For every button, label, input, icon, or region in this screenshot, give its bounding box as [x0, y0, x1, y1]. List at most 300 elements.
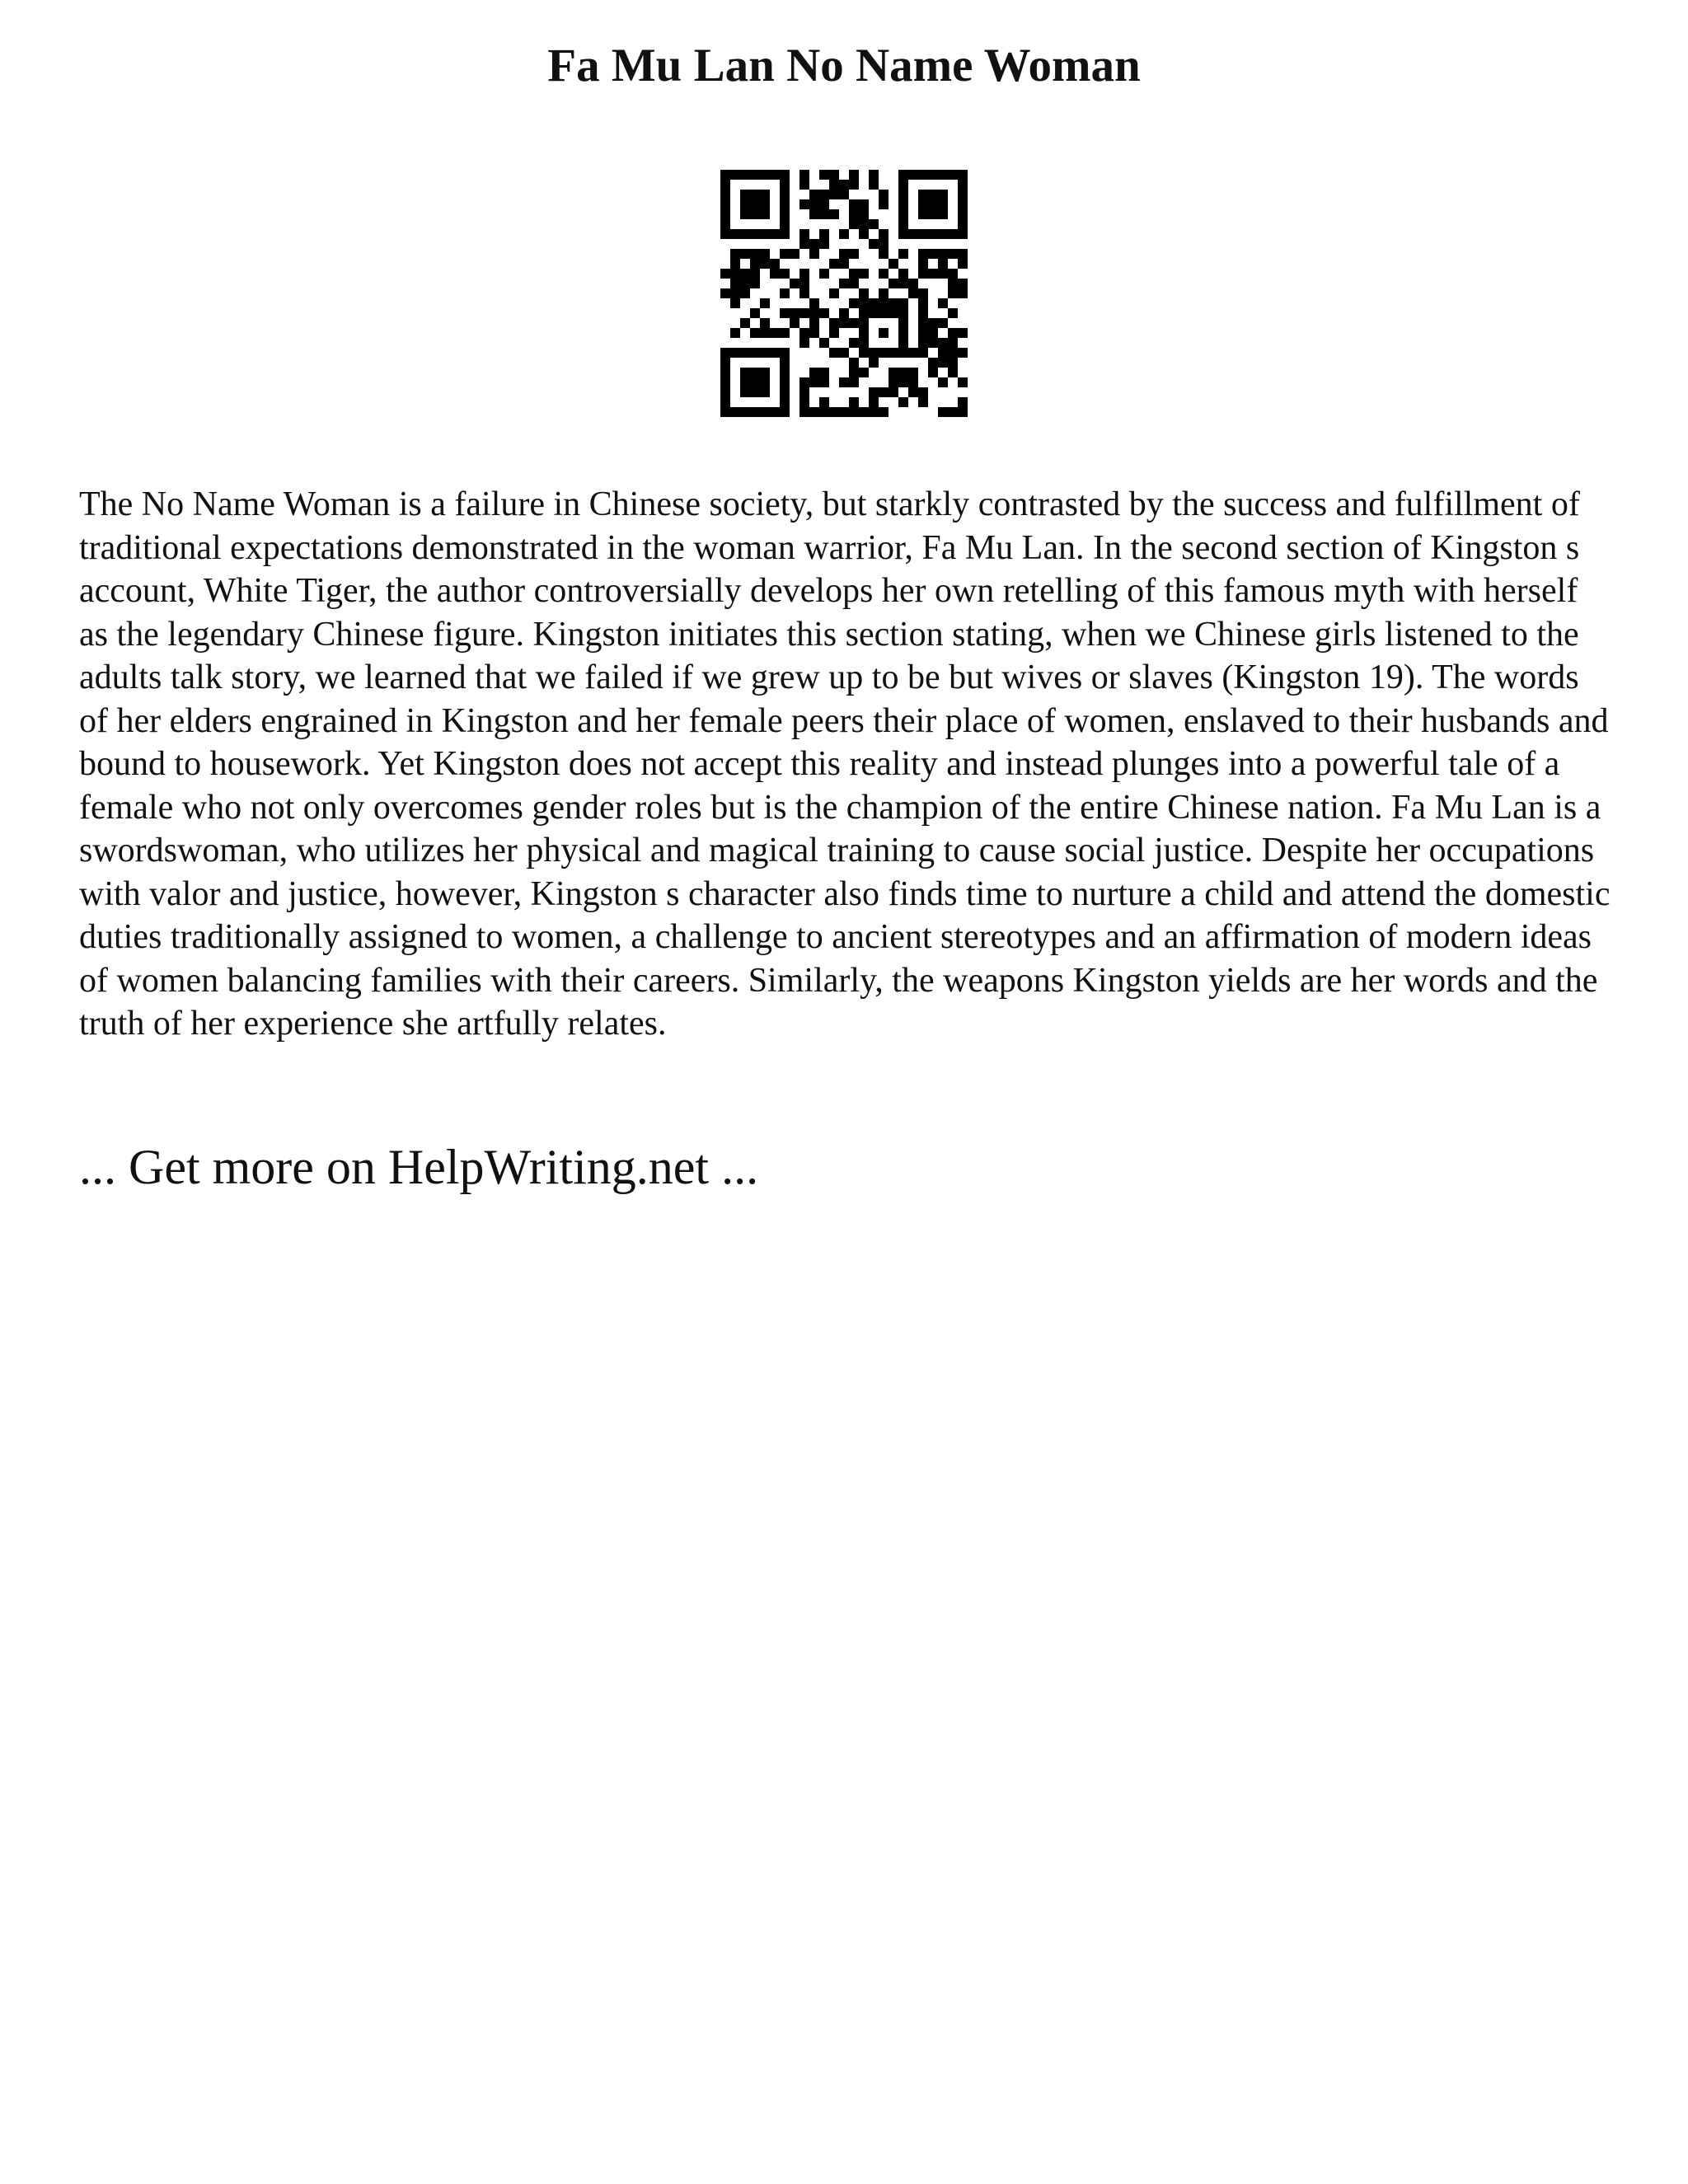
qr-module	[720, 397, 730, 407]
qr-module	[760, 407, 770, 417]
qr-module	[720, 377, 730, 387]
qr-module	[720, 269, 730, 279]
qr-module	[889, 387, 898, 397]
qr-module	[918, 308, 928, 318]
qr-module	[770, 269, 780, 279]
qr-module	[799, 288, 809, 298]
qr-module	[898, 348, 908, 358]
qr-module	[859, 269, 869, 279]
qr-module	[958, 249, 968, 259]
qr-module	[928, 358, 938, 368]
qr-module	[869, 387, 879, 397]
qr-module	[780, 407, 790, 417]
qr-module	[898, 190, 908, 199]
qr-module	[809, 190, 819, 199]
qr-module	[879, 348, 889, 358]
qr-module	[859, 338, 869, 348]
qr-module	[869, 308, 879, 318]
qr-module	[839, 348, 849, 358]
qr-module	[948, 229, 958, 239]
qr-module	[730, 288, 740, 298]
article-paragraph: The No Name Woman is a failure in Chinese society, but starkly contrasted by the success and fulfillment of traditional expectations demonstrated in the woman warrior, Fa Mu Lan. In the second section of Kingston s account, White Tiger, the author controversially develops her own retelling of this famous myth with herself as the legendary Chinese figure. Kingston initiates this section stating, when we Chinese girls listened to the adults talk story, we learned that we failed if we grew up to be but wives or slaves (Kingston 19). The words of her elders engrained in Kingston and her female peers their place of women, enslaved to their husbands and bound to housework. Yet Kingston does not accept this reality and instead plunges into a powerful tale of a female who not only overcomes gender roles but is the champion of the entire Chinese nation. Fa Mu Lan is a swordswoman, who utilizes her physical and magical training to cause social justice. Despite her occupations with valor and justice, however, Kingston s character also finds time to nurture a child and attend the domestic duties traditionally assigned to women, a challenge to ancient stereotypes and an affirmation of modern ideas of women balancing families with their careers. Similarly, the weapons Kingston yields are her words and the truth of her experience she artfully relates.	[79, 485, 1611, 1043]
qr-module	[859, 298, 869, 308]
qr-module	[859, 219, 869, 229]
qr-module	[918, 249, 928, 259]
qr-module	[770, 348, 780, 358]
qr-module	[849, 407, 859, 417]
get-more-link[interactable]: ... Get more on HelpWriting.net ...	[79, 1140, 759, 1194]
qr-module	[958, 199, 968, 209]
qr-module	[780, 368, 790, 377]
qr-module	[849, 180, 859, 190]
qr-module	[770, 259, 780, 269]
qr-module	[898, 219, 908, 229]
qr-module	[918, 397, 928, 407]
qr-module	[879, 387, 889, 397]
qr-module	[780, 348, 790, 358]
qr-module	[780, 170, 790, 180]
qr-module	[809, 199, 819, 209]
qr-module	[898, 249, 908, 259]
qr-module	[750, 377, 760, 387]
qr-module	[780, 209, 790, 219]
qr-module	[849, 358, 859, 368]
qr-module	[829, 259, 839, 269]
qr-module	[799, 397, 809, 407]
qr-module	[898, 377, 908, 387]
qr-module	[869, 239, 879, 249]
qr-module	[839, 377, 849, 387]
qr-module	[948, 288, 958, 298]
qr-module	[928, 209, 938, 219]
qr-module	[898, 269, 908, 279]
qr-module	[889, 348, 898, 358]
qr-module	[740, 407, 750, 417]
qr-module	[799, 338, 809, 348]
qr-module	[780, 397, 790, 407]
qr-module	[780, 219, 790, 229]
qr-module	[750, 269, 760, 279]
qr-module	[928, 338, 938, 348]
qr-module	[780, 288, 790, 298]
qr-module	[780, 387, 790, 397]
qr-module	[839, 279, 849, 288]
qr-module	[908, 387, 918, 397]
qr-module	[740, 279, 750, 288]
qr-module	[898, 279, 908, 288]
qr-module	[869, 358, 879, 368]
qr-module	[859, 209, 869, 219]
qr-module	[760, 377, 770, 387]
qr-module	[829, 190, 839, 199]
qr-module	[770, 328, 780, 338]
qr-module	[908, 368, 918, 377]
qr-module	[849, 397, 859, 407]
qr-module	[839, 407, 849, 417]
qr-module	[879, 239, 889, 249]
qr-module	[829, 288, 839, 298]
qr-module	[740, 387, 750, 397]
qr-module	[859, 229, 869, 239]
qr-module	[799, 229, 809, 239]
qr-module	[720, 209, 730, 219]
qr-module	[750, 387, 760, 397]
qr-module	[879, 249, 889, 259]
qr-module	[770, 407, 780, 417]
qr-module	[928, 199, 938, 209]
qr-module	[740, 170, 750, 180]
qr-module	[819, 190, 829, 199]
qr-module	[889, 377, 898, 387]
qr-module	[918, 338, 928, 348]
qr-module	[720, 199, 730, 209]
qr-module	[859, 308, 869, 318]
qr-module	[918, 328, 928, 338]
qr-module	[740, 190, 750, 199]
qr-module	[849, 298, 859, 308]
qr-module	[938, 298, 948, 308]
qr-module	[859, 328, 869, 338]
qr-module	[849, 368, 859, 377]
qr-module	[918, 259, 928, 269]
qr-module	[869, 298, 879, 308]
qr-module	[829, 318, 839, 328]
qr-module	[839, 180, 849, 190]
qr-module	[918, 269, 928, 279]
qr-module	[918, 229, 928, 239]
qr-module	[908, 170, 918, 180]
qr-module	[770, 229, 780, 239]
qr-module	[918, 209, 928, 219]
qr-module	[918, 318, 928, 328]
qr-module	[780, 328, 790, 338]
qr-module	[898, 318, 908, 328]
qr-module	[809, 308, 819, 318]
qr-module	[819, 209, 829, 219]
qr-module	[958, 180, 968, 190]
qr-module	[889, 368, 898, 377]
qr-module	[750, 348, 760, 358]
qr-module	[938, 348, 948, 358]
qr-module	[928, 328, 938, 338]
qr-module	[799, 407, 809, 417]
qr-module	[780, 249, 790, 259]
qr-module	[839, 249, 849, 259]
qr-module	[819, 170, 829, 180]
qr-module	[898, 199, 908, 209]
qr-module	[879, 407, 889, 417]
qr-module	[879, 190, 889, 199]
qr-module	[839, 318, 849, 328]
qr-module	[869, 397, 879, 407]
qr-module	[760, 249, 770, 259]
qr-module	[740, 318, 750, 328]
qr-module	[829, 170, 839, 180]
qr-module	[790, 318, 799, 328]
qr-module	[750, 249, 760, 259]
qr-module	[938, 249, 948, 259]
qr-module	[730, 249, 740, 259]
qr-module	[720, 180, 730, 190]
qr-module	[790, 249, 799, 259]
qr-module	[790, 279, 799, 288]
qr-module	[829, 209, 839, 219]
qr-module	[898, 308, 908, 318]
qr-module	[730, 229, 740, 239]
qr-module	[760, 387, 770, 397]
qr-module	[819, 269, 829, 279]
qr-module	[790, 308, 799, 318]
qr-module	[750, 209, 760, 219]
qr-module	[869, 348, 879, 358]
qr-module	[740, 249, 750, 259]
qr-module	[730, 328, 740, 338]
page-title: Fa Mu Lan No Name Woman	[547, 40, 1141, 91]
qr-module	[750, 229, 760, 239]
qr-module	[849, 377, 859, 387]
qr-module	[938, 338, 948, 348]
qr-module	[750, 279, 760, 288]
qr-module	[879, 288, 889, 298]
qr-module	[918, 348, 928, 358]
qr-module	[839, 308, 849, 318]
qr-module	[908, 377, 918, 387]
qr-module	[750, 170, 760, 180]
qr-module	[859, 318, 869, 328]
qr-module	[879, 298, 889, 308]
qr-module	[869, 170, 879, 180]
qr-module	[938, 377, 948, 387]
qr-module	[799, 170, 809, 180]
qr-module	[859, 368, 869, 377]
qr-module	[809, 239, 819, 249]
qr-module	[760, 328, 770, 338]
qr-module	[938, 199, 948, 209]
qr-module	[879, 308, 889, 318]
qr-module	[908, 348, 918, 358]
qr-module	[869, 180, 879, 190]
qr-module	[928, 249, 938, 259]
qr-module	[809, 328, 819, 338]
qr-module	[819, 338, 829, 348]
qr-module	[938, 190, 948, 199]
qr-module	[740, 209, 750, 219]
qr-module	[730, 279, 740, 288]
qr-module	[849, 279, 859, 288]
qr-module	[809, 249, 819, 259]
qr-module	[809, 209, 819, 219]
qr-module	[958, 219, 968, 229]
qr-module	[740, 288, 750, 298]
qr-module	[958, 190, 968, 199]
qr-module	[918, 298, 928, 308]
qr-module	[958, 170, 968, 180]
qr-module	[849, 249, 859, 259]
qr-module	[928, 368, 938, 377]
qr-module	[849, 269, 859, 279]
qr-module	[750, 190, 760, 199]
qr-module	[799, 328, 809, 338]
qr-module	[780, 308, 790, 318]
qr-module	[780, 269, 790, 279]
qr-module	[819, 239, 829, 249]
qr-module	[819, 377, 829, 387]
qr-module	[799, 387, 809, 397]
qr-module	[720, 170, 730, 180]
qr-module	[730, 348, 740, 358]
qr-module	[948, 348, 958, 358]
qr-module	[859, 199, 869, 209]
qr-module	[948, 249, 958, 259]
qr-module	[730, 259, 740, 269]
qr-module	[829, 328, 839, 338]
qr-module	[849, 219, 859, 229]
qr-module	[948, 269, 958, 279]
qr-module	[898, 170, 908, 180]
qr-module	[730, 170, 740, 180]
qr-module	[760, 170, 770, 180]
qr-module	[799, 239, 809, 249]
qr-module	[829, 348, 839, 358]
qr-module	[720, 288, 730, 298]
qr-module	[958, 209, 968, 219]
qr-module	[849, 209, 859, 219]
qr-module	[720, 219, 730, 229]
qr-module	[740, 229, 750, 239]
qr-module	[740, 377, 750, 387]
qr-module	[750, 199, 760, 209]
qr-module	[898, 397, 908, 407]
qr-module	[720, 387, 730, 397]
qr-module	[958, 288, 968, 298]
qr-module	[839, 259, 849, 269]
qr-module	[720, 368, 730, 377]
qr-module	[839, 229, 849, 239]
qr-module	[760, 259, 770, 269]
qr-module	[898, 328, 908, 338]
qr-module	[938, 407, 948, 417]
qr-module	[898, 180, 908, 190]
qr-module	[958, 377, 968, 387]
qr-module	[740, 368, 750, 377]
qr-module	[898, 338, 908, 348]
qr-module	[780, 229, 790, 239]
qr-module	[740, 348, 750, 358]
qr-module	[938, 229, 948, 239]
qr-module	[879, 199, 889, 209]
qr-module	[928, 318, 938, 328]
qr-module	[879, 229, 889, 239]
qr-module	[799, 199, 809, 209]
qr-module	[799, 269, 809, 279]
qr-module	[720, 348, 730, 358]
qr-module	[730, 269, 740, 279]
qr-module	[730, 298, 740, 308]
qr-module	[958, 348, 968, 358]
qr-module	[750, 368, 760, 377]
qr-module	[849, 338, 859, 348]
qr-module	[740, 199, 750, 209]
qr-module	[780, 190, 790, 199]
qr-module	[829, 180, 839, 190]
qr-module	[938, 209, 948, 219]
qr-module	[928, 229, 938, 239]
qr-module	[809, 368, 819, 377]
qr-module	[879, 328, 889, 338]
qr-module	[938, 358, 948, 368]
qr-module	[760, 209, 770, 219]
qr-module	[928, 190, 938, 199]
qr-module	[869, 219, 879, 229]
qr-module	[918, 199, 928, 209]
qr-module	[889, 259, 898, 269]
qr-module	[819, 308, 829, 318]
qr-module	[918, 387, 928, 397]
qr-module	[918, 170, 928, 180]
qr-module	[918, 288, 928, 298]
qr-module	[750, 407, 760, 417]
qr-module	[889, 298, 898, 308]
qr-module	[958, 407, 968, 417]
qr-module	[958, 397, 968, 407]
qr-module	[780, 180, 790, 190]
qr-module	[849, 318, 859, 328]
qr-module	[859, 348, 869, 358]
qr-module	[809, 318, 819, 328]
qr-module	[809, 298, 819, 308]
qr-module	[958, 328, 968, 338]
qr-module	[908, 229, 918, 239]
qr-module	[898, 368, 908, 377]
qr-module	[750, 259, 760, 269]
qr-module	[889, 279, 898, 288]
qr-module	[799, 377, 809, 387]
qr-module	[869, 407, 879, 417]
qr-module	[819, 229, 829, 239]
qr-module	[948, 368, 958, 377]
qr-module	[908, 288, 918, 298]
qr-module	[898, 298, 908, 308]
qr-module	[740, 269, 750, 279]
qr-module	[799, 180, 809, 190]
qr-module	[958, 229, 968, 239]
qr-module	[819, 368, 829, 377]
qr-module	[760, 199, 770, 209]
qr-module	[780, 358, 790, 368]
qr-module	[898, 209, 908, 219]
qr-module	[859, 407, 869, 417]
qr-module	[938, 318, 948, 328]
qr-module	[720, 407, 730, 417]
qr-module	[760, 190, 770, 199]
qr-module	[839, 190, 849, 199]
qr-module	[938, 170, 948, 180]
qr-module	[720, 358, 730, 368]
qr-module	[948, 407, 958, 417]
qr-module	[938, 269, 948, 279]
qr-module	[829, 407, 839, 417]
qr-module	[760, 368, 770, 377]
qr-module	[849, 199, 859, 209]
qr-module	[938, 259, 948, 269]
qr-module	[750, 308, 760, 318]
qr-module	[889, 308, 898, 318]
qr-module	[819, 407, 829, 417]
qr-module	[849, 170, 859, 180]
qr-code-icon	[720, 170, 968, 417]
qr-module	[928, 269, 938, 279]
qr-module	[958, 259, 968, 269]
